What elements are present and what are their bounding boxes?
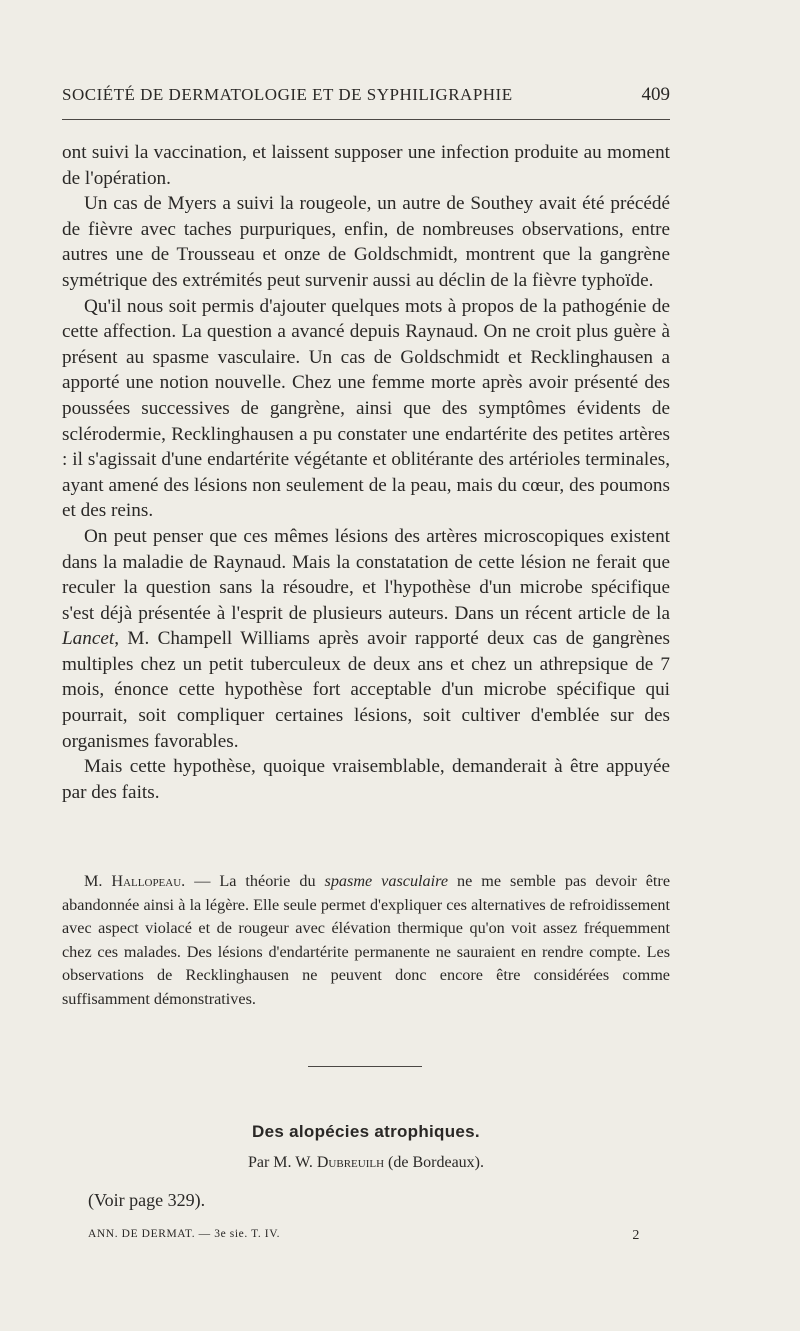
paragraph-3: Qu'il nous soit permis d'ajouter quelques mots à propos de la pathogénie de cette affection. La question a avancé depuis Raynaud. On ne croit plus guère à présent au spasme vasculaire. Un cas de Goldschmidt et Recklinghausen a apporté une notion nouvelle. Chez une femme morte après avoir présenté des poussées successives de gangrène, ainsi que des symptômes évidents de sclérodermie, Recklinghausen a pu constater une endartérite des petites artères : il s'agissait d'une endartérite végétante et oblitérante des artérioles terminales, ayant amené des lésions non seulement de la peau, mais du cœur, des poumons et des reins.	[62, 295, 670, 522]
main-text	[62, 140, 670, 805]
article-byline	[62, 1154, 670, 1172]
discussion-text-a: — La théorie du	[185, 872, 325, 890]
discussion-paragraph	[62, 870, 670, 1011]
header-rule	[62, 119, 670, 120]
speaker-name: M. Hallopeau.	[84, 872, 186, 890]
discussion-text-b: ne me semble pas devoir être abandonnée ainsi à la légère. Elle seule permet d'expliquer ces alternatives de refroidissement avec aspect violacé et de rougeur avec élévation thermique qu'on voit assez fréquemment chez ces malades. Des lésions d'endartérite permanente ne sauraient en rendre compte. Les observations de Recklinghausen ne peuvent donc encore être considérées comme suffisamment démonstratives.	[62, 872, 671, 1008]
paragraph-4	[62, 524, 670, 754]
paragraph-5: Mais cette hypothèse, quoique vraisemblable, demanderait à être appuyée par des faits.	[62, 756, 670, 803]
discussion-emphasis: spasme vasculaire	[324, 872, 449, 890]
page-reference: (Voir page 329).	[88, 1190, 206, 1210]
paragraph-1: ont suivi la vaccination, et laissent supposer une infection produite au moment de l'opération.	[62, 142, 670, 189]
running-header	[62, 84, 670, 106]
paragraph-2: Un cas de Myers a suivi la rougeole, un autre de Southey avait été précédé de fièvre avec taches purpuriques, enfin, de nombreuses observations, entre autres une de Trousseau et onze de Goldschmidt, montrent que la gangrène symétrique des extrémités peut survenir aussi au déclin de la fièvre typhoïde.	[62, 193, 670, 291]
discussion-block	[62, 870, 670, 1011]
journal-name-lancet: Lancet	[62, 628, 115, 650]
paragraph-4-part-b: , M. Champell Williams après avoir rapporté deux cas de gangrènes multiples chez un petit tuberculeux de deux ans et chez un athrepsique de 7 mois, énonce cette hypothèse fort acceptable d'un microbe spécifique qui pourrait, soit compliquer certaines lésions, soit cultiver d'emblée sur des organismes favorables.	[62, 628, 670, 752]
running-title: SOCIÉTÉ DE DERMATOLOGIE ET DE SYPHILIGRAPHIE	[62, 85, 513, 104]
signature-number: 2	[632, 1228, 640, 1243]
page-number: 409	[641, 84, 670, 105]
author-name: Dubreuilh	[316, 1154, 385, 1171]
article-title: Des alopécies atrophiques.	[252, 1122, 480, 1141]
page-footer	[88, 1228, 640, 1244]
paragraph-4-part-a: On peut penser que ces mêmes lésions des artères microscopiques existent dans la maladie de Raynaud. Mais la constatation de cette lésion ne ferait que reculer la question sans la résoudre, et l'hypothèse d'un microbe spécifique s'est déjà présentée à l'esprit de plusieurs auteurs. Dans un récent article de la	[62, 525, 670, 624]
journal-signature: ANN. DE DERMAT. — 3e sie. T. IV.	[88, 1228, 281, 1240]
byline-suffix: (de Bordeaux).	[384, 1154, 485, 1171]
section-divider	[308, 1066, 422, 1067]
byline-prefix: Par M. W.	[247, 1154, 317, 1171]
